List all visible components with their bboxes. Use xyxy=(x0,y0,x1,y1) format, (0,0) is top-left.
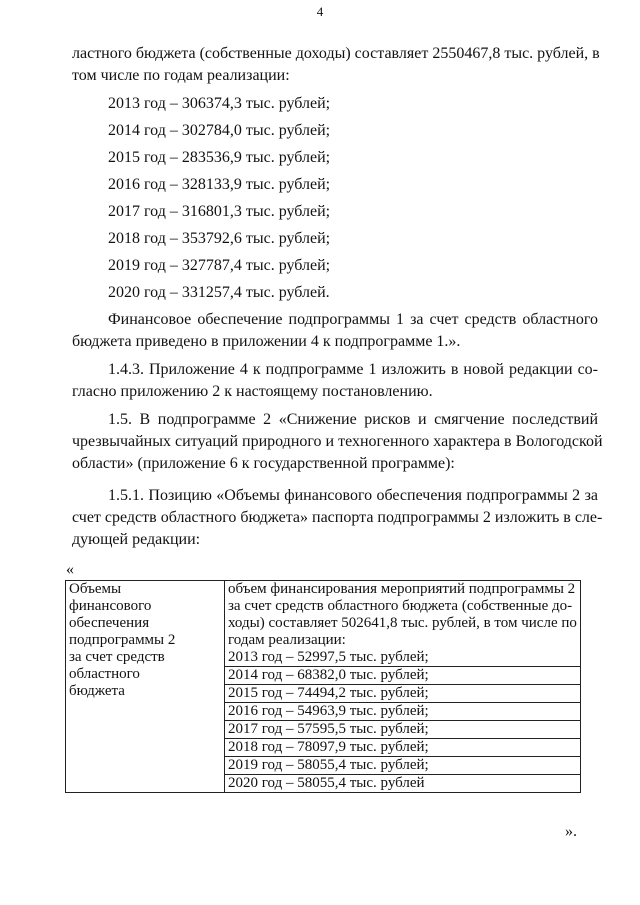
year-item: 2014 год – 302784,0 тыс. рублей; xyxy=(108,122,331,139)
left-cell-line: обеспечения xyxy=(69,615,150,631)
financing-table xyxy=(65,580,581,793)
year-item: 2020 год – 331257,4 тыс. рублей. xyxy=(108,284,330,301)
table-row xyxy=(66,581,581,793)
quote-close: ». xyxy=(565,823,577,840)
intro-line-2: том числе по годам реализации: xyxy=(72,67,290,84)
year-item: 2016 год – 328133,9 тыс. рублей; xyxy=(108,176,331,193)
right-year-line: 2018 год – 78097,9 тыс. рублей; xyxy=(225,738,580,756)
right-year-line: 2017 год – 57595,5 тыс. рублей; xyxy=(225,720,580,738)
para-143-line-1: 1.4.3. Приложение 4 к подпрограмме 1 изложить в новой редакции со- xyxy=(108,361,598,378)
table-left-cell xyxy=(66,581,225,793)
para-fin-line-1: Финансовое обеспечение подпрограммы 1 за счет средств областного xyxy=(108,311,598,328)
para-151-line-2: счет средств областного бюджета» паспорта подпрограммы 2 изложить в сле- xyxy=(72,509,603,526)
right-year-line: 2019 год – 58055,4 тыс. рублей; xyxy=(225,756,580,774)
left-cell-line: бюджета xyxy=(69,683,125,699)
year-item: 2018 год – 353792,6 тыс. рублей; xyxy=(108,230,331,247)
left-cell-line: подпрограммы 2 xyxy=(69,632,176,648)
table-right-cell xyxy=(225,581,581,793)
page-number: 4 xyxy=(316,4,324,19)
right-year-line: 2014 год – 68382,0 тыс. рублей; xyxy=(225,666,580,684)
right-intro-line: ходы) составляет 502641,8 тыс. рублей, в том числе по xyxy=(228,615,577,631)
para-15-line-3: области» (приложение 6 к государственной программе): xyxy=(72,455,455,472)
right-year-line: 2020 год – 58055,4 тыс. рублей xyxy=(225,774,580,792)
right-intro-line: за счет средств областного бюджета (собственные до- xyxy=(228,598,573,614)
year-item: 2013 год – 306374,3 тыс. рублей; xyxy=(108,95,331,112)
year-item: 2017 год – 316801,3 тыс. рублей; xyxy=(108,203,331,220)
right-year-line: 2013 год – 52997,5 тыс. рублей; xyxy=(228,649,429,665)
right-intro-line: объем финансирования мероприятий подпрограммы 2 xyxy=(228,581,576,597)
para-fin-line-2: бюджета приведено в приложении 4 к подпрограмме 1.». xyxy=(72,333,461,350)
left-cell-line: финансового xyxy=(69,598,152,614)
para-151-line-3: дующей редакции: xyxy=(72,531,201,548)
para-143-line-2: гласно приложению 2 к настоящему постановлению. xyxy=(72,383,433,400)
right-year-line: 2015 год – 74494,2 тыс. рублей; xyxy=(225,684,580,702)
para-15-line-2: чрезвычайных ситуаций природного и техногенного характера в Вологодской xyxy=(72,433,603,450)
para-151-line-1: 1.5.1. Позицию «Объемы финансового обеспечения подпрограммы 2 за xyxy=(108,487,598,504)
left-cell-line: Объемы xyxy=(69,581,122,597)
para-15-line-1: 1.5. В подпрограмме 2 «Снижение рисков и смягчение последствий xyxy=(108,411,598,428)
quote-open: « xyxy=(66,561,74,578)
left-cell-line: областного xyxy=(69,666,140,682)
intro-line-1: ластного бюджета (собственные доходы) составляет 2550467,8 тыс. рублей, в xyxy=(72,45,600,62)
right-year-line: 2016 год – 54963,9 тыс. рублей; xyxy=(225,702,580,720)
year-item: 2015 год – 283536,9 тыс. рублей; xyxy=(108,149,331,166)
year-item: 2019 год – 327787,4 тыс. рублей; xyxy=(108,257,331,274)
left-cell-line: за счет средств xyxy=(69,649,165,665)
right-intro-line: годам реализации: xyxy=(228,632,346,648)
